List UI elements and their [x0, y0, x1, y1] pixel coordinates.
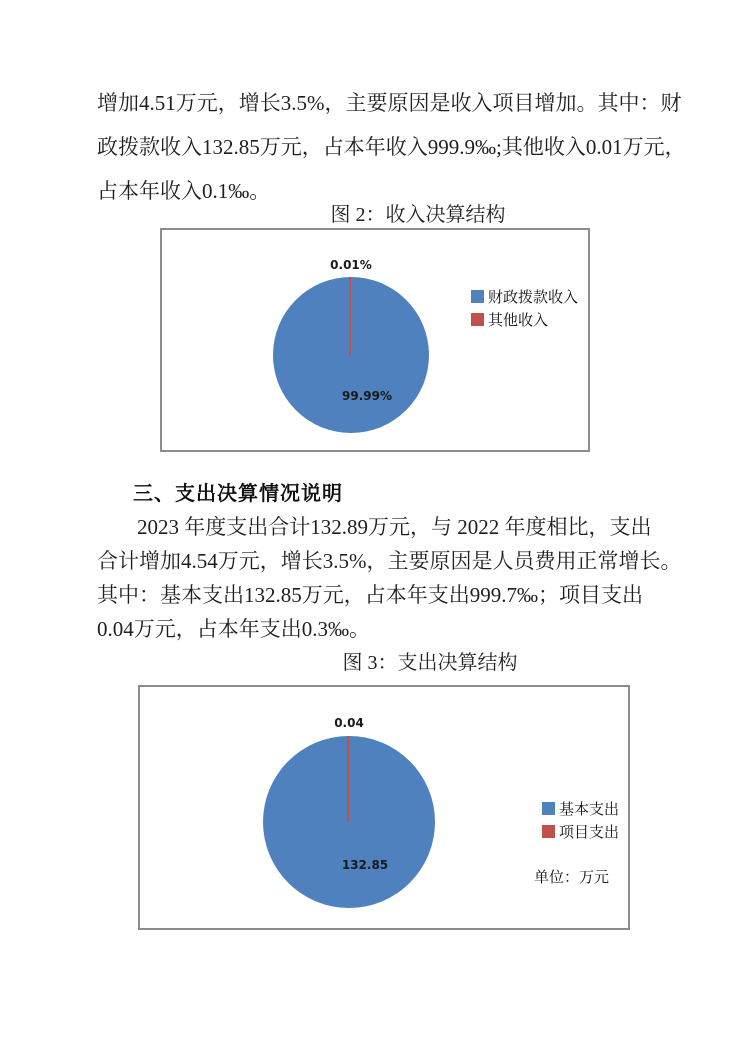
paragraph-income: [97, 81, 686, 213]
legend-swatch-blue-icon: [471, 290, 484, 303]
slice-label-fiscal-income: 99.99%: [342, 389, 392, 403]
figure3-caption: 图 3：支出决算结构: [342, 652, 518, 674]
pie-slice-project-expenditure: [347, 736, 349, 822]
slice-label-other-income: 0.01%: [330, 258, 372, 272]
figure3-expenditure-pie-chart: [138, 685, 630, 930]
legend-item-project-expenditure: [542, 820, 619, 843]
legend-item-other-income: [471, 308, 578, 331]
legend-swatch-blue-icon: [542, 802, 555, 815]
legend-label: 其他收入: [488, 313, 549, 329]
section-heading-expenditure: 三、支出决算情况说明: [133, 481, 343, 505]
text-line: 其中：基本支出132.85万元，占本年支出999.7‰；项目支出: [97, 583, 643, 607]
slice-label-basic-expenditure: 132.85: [341, 858, 389, 872]
unit-note: 单位：万元: [534, 870, 610, 886]
text-line: 占本年收入0.1‰。: [97, 179, 271, 203]
legend-swatch-red-icon: [471, 313, 484, 326]
text-line: 合计增加4.54万元，增长3.5%，主要原因是人员费用正常增长。: [97, 549, 682, 573]
text-line: 2023 年度支出合计132.89万元，与 2022 年度相比，支出: [137, 515, 652, 539]
pie-slice-fiscal-income: [273, 277, 429, 433]
text-line: 0.04万元，占本年支出0.3‰。: [97, 617, 370, 641]
pie-slice-other-income: [349, 277, 351, 355]
pie-slice-basic-expenditure: [263, 736, 435, 908]
paragraph-expenditure: [97, 510, 682, 646]
legend-label: 项目支出: [559, 825, 620, 841]
text-line: 增加4.51万元，增长3.5%，主要原因是收入项目增加。其中：财: [97, 91, 682, 115]
legend: [471, 285, 578, 331]
slice-label-project-expenditure: 0.04: [334, 716, 364, 730]
legend: [542, 797, 619, 843]
figure2-caption: 图 2：收入决算结构: [330, 204, 506, 226]
text-line: 政拨款收入132.85万元，占本年收入999.9‰;其他收入0.01万元，: [97, 135, 686, 159]
legend-item-basic-expenditure: [542, 797, 619, 820]
legend-item-fiscal-income: [471, 285, 578, 308]
legend-label: 基本支出: [559, 802, 620, 818]
legend-label: 财政拨款收入: [488, 290, 579, 306]
legend-swatch-red-icon: [542, 825, 555, 838]
figure2-income-pie-chart: [160, 228, 590, 452]
